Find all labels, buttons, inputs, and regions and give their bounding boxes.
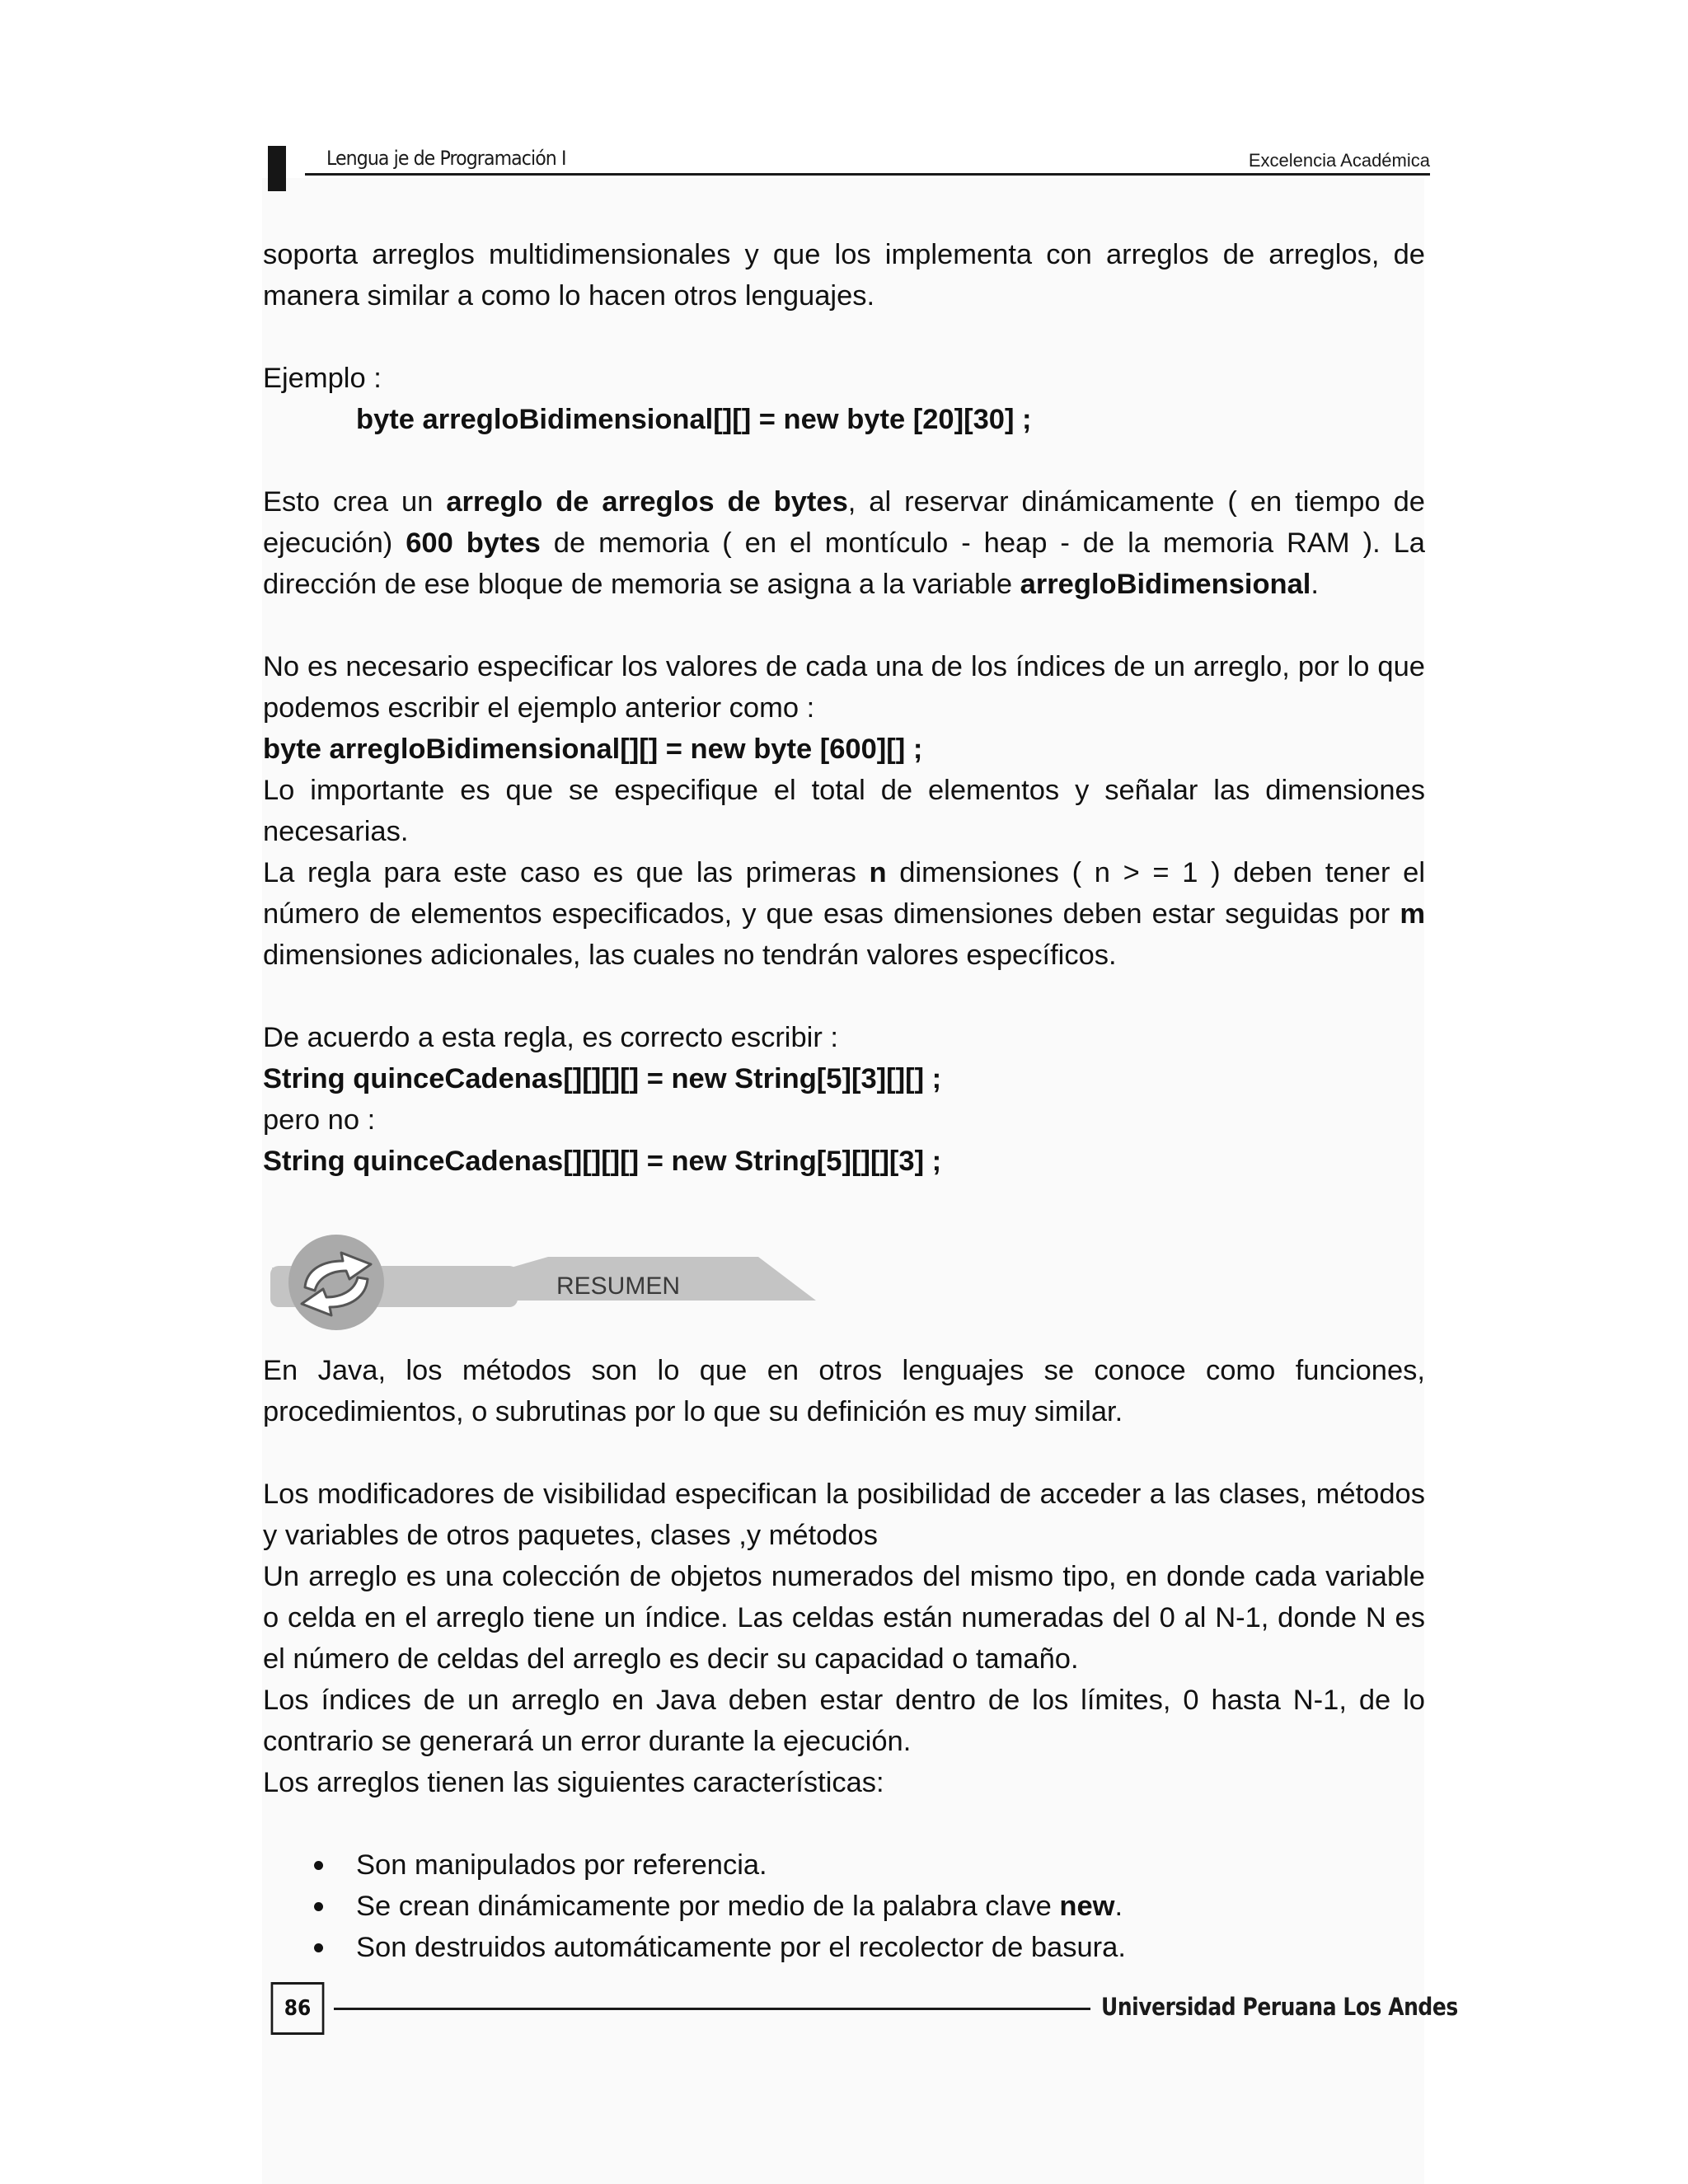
- resumen-label: RESUMEN: [556, 1272, 681, 1300]
- summary-indices: Los índices de un arreglo en Java deben estar dentro de los límites, 0 hasta N-1, de lo contrario se generará un error durante la ejecución.: [263, 1685, 1425, 1757]
- summary-modifiers: Los modificadores de visibilidad especifican la posibilidad de acceder a las clases, métodos y variables de otros paquetes, clases ,y métodos: [263, 1479, 1425, 1551]
- paragraph-indices: No es necesario especificar los valores de cada una de los índices de un arreglo, por lo que podemos escribir el ejemplo anterior como :: [263, 651, 1425, 724]
- header-marker: [268, 146, 286, 191]
- list-item: Son destruidos automáticamente por el recolector de basura.: [263, 1927, 1425, 1968]
- bullet-icon: [314, 1943, 323, 1952]
- recycle-circle-icon: [288, 1235, 384, 1330]
- header-rule: [305, 173, 1430, 176]
- header-right-text: Excelencia Académica: [1248, 150, 1430, 171]
- paragraph-rule: La regla para este caso es que las primeras n dimensiones ( n > = 1 ) deben tener el número de elementos especificados, y que esas dimensiones deben estar seguidas por m dimensiones adicionales, las cuales no tendrán valores específicos.: [263, 857, 1425, 971]
- characteristics-list: [263, 1844, 1425, 1968]
- paragraph-explanation: Esto crea un arreglo de arreglos de bytes, al reservar dinámicamente ( en tiempo de ejecución) 600 bytes de memoria ( en el montículo - heap - de la memoria RAM ). La dirección de ese bloque de memoria se asigna a la variable arregloBidimensional.: [263, 486, 1425, 600]
- list-item: Se crean dinámicamente por medio de la palabra clave new.: [263, 1886, 1425, 1927]
- header-title: Lengua je de Programación I: [326, 147, 566, 170]
- summary-methods: En Java, los métodos son lo que en otros lenguajes se conoce como funciones, procedimientos, o subrutinas por lo que su definición es muy similar.: [263, 1355, 1425, 1427]
- body-text: [263, 234, 1425, 1182]
- footer-university: Universidad Peruana Los Andes: [1101, 1993, 1458, 2021]
- bullet-icon: [314, 1861, 323, 1870]
- paragraph-but-not: pero no :: [263, 1104, 376, 1136]
- paragraph-important: Lo importante es que se especifique el total de elementos y señalar las dimensiones necesarias.: [263, 775, 1425, 847]
- list-item: Son manipulados por referencia.: [263, 1844, 1425, 1886]
- footer-rule: [334, 2008, 1090, 2010]
- paragraph-intro: soporta arreglos multidimensionales y que los implementa con arreglos de arreglos, de manera similar a como lo hacen otros lenguajes.: [263, 239, 1425, 312]
- summary-characteristics: Los arreglos tienen las siguientes características:: [263, 1767, 884, 1798]
- bullet-icon: [314, 1902, 323, 1911]
- example-label: Ejemplo :: [263, 363, 382, 394]
- code-example-4: String quinceCadenas[][][][] = new String[5][][][3] ;: [263, 1146, 942, 1177]
- code-example-1: byte arregloBidimensional[][] = new byte [20][30] ;: [356, 404, 1032, 435]
- summary-text: [263, 1350, 1425, 1968]
- summary-array: Un arreglo es una colección de objetos numerados del mismo tipo, en donde cada variable o celda en el arreglo tiene un índice. Las celdas están numeradas del 0 al N-1, donde N es el número de celdas del arreglo es decir su capacidad o tamaño.: [263, 1561, 1425, 1675]
- page-number: 86: [271, 1982, 325, 2035]
- resumen-banner: [264, 1228, 824, 1335]
- paragraph-correct: De acuerdo a esta regla, es correcto escribir :: [263, 1022, 838, 1053]
- code-example-2: byte arregloBidimensional[][] = new byte [600][] ;: [263, 733, 923, 765]
- code-example-3: String quinceCadenas[][][][] = new String[5][3][][] ;: [263, 1063, 942, 1094]
